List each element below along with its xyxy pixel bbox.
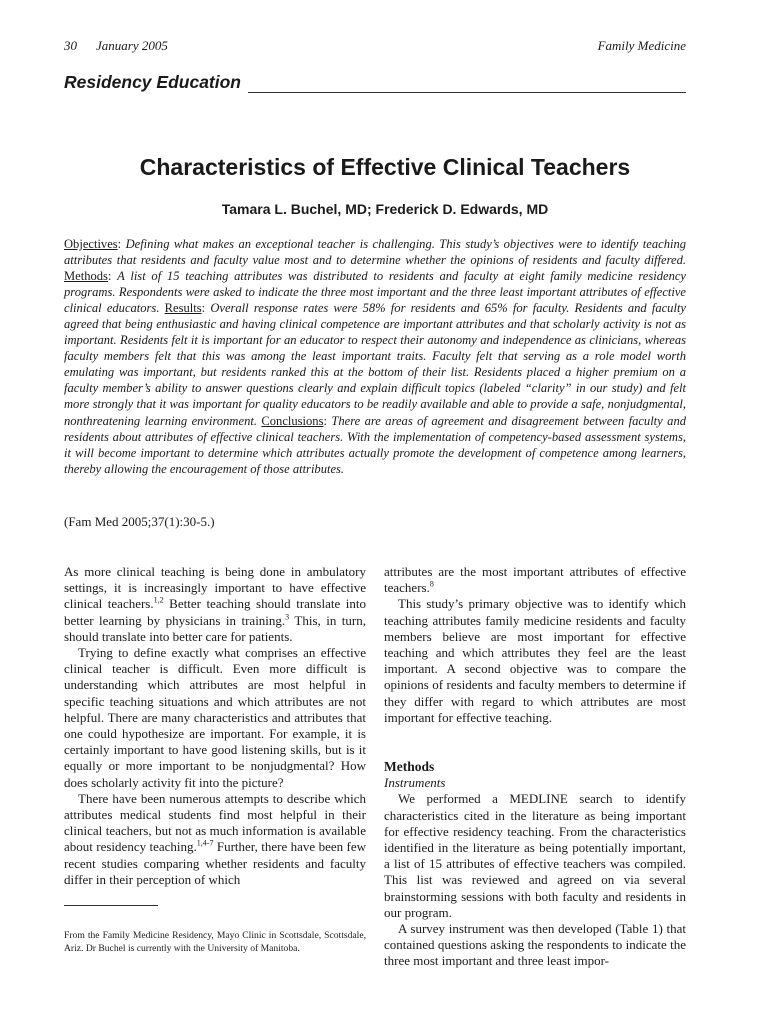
text: There have been numerous attempts to describe which attributes medical students find most helpful in their clinical teachers, but not as much information is available about residency teaching.	[64, 790, 366, 855]
paragraph: Trying to define exactly what comprises an effective clinical teacher is difficult. Even more difficult is understanding which attributes are most helpful in specific teaching situations and which attributes are not helpful. There are many characteristics and attributes that one could hypothesize are important. For example, it is certainly important to have good listening skills, but is it equally or more important to be nonjudgmental? How does scholarly activity fit into the picture?	[64, 645, 366, 790]
objectives-label: Objectives	[64, 237, 118, 251]
paragraph	[64, 791, 366, 888]
reference: 1,4-7	[196, 839, 214, 849]
paragraph: We performed a MEDLINE search to identify characteristics cited in the literature as being important for effective residency teaching. From the characteristics identified in the literature as being potentially important, a list of 15 attributes of effective teachers was compiled. This list was reviewed and agreed on via several brainstorming sessions with both faculty and residents in our program.	[384, 791, 686, 920]
text: Further, there have been few recent studies comparing whether residents and faculty differ in their perception of which	[64, 839, 366, 887]
abstract: Objectives: Defining what makes an exceptional teacher is challenging. This study’s objectives were to identify teaching attributes that residents and faculty value most and to determine whether the opinions of residents and faculty differed. Methods: A list of 15 teaching attributes was distributed to residents and faculty at eight family medicine residency programs. Respondents were asked to indicate the three most important and the three least important attributes of effective clinical educators. Results: Overall response rates were 58% for residents and 65% for faculty. Residents and faculty agreed that being enthusiastic and having clinical competence are important attributes and that scholarly activity is not as important. Residents felt it is important for an educator to respect their autonomy and independence as clinicians, whereas faculty members felt that this was among the least important traits. Faculty felt that serving as a role model worth emulating was important, but residents ranked this at the bottom of their list. Residents placed a higher premium on a faculty member’s ability to answer questions clearly and explain difficult topics (labeled “clarity” in our study) and felt more strongly that it was important for quality educators to be readily available and able to provide a safe, nonjudgmental, nonthreatening learning environment. Conclusions: There are areas of agreement and disagreement between faculty and residents about attributes of effective clinical teachers. With the implementation of competency-based assessment systems, it will become important to determine which attributes actually promote the development of competence among learners, thereby allowing the encouragement of those attributes.	[64, 237, 687, 476]
paragraph	[64, 564, 366, 645]
methods-text: A list of 15 teaching attributes was distributed to residents and faculty at eight family medicine residency programs. Respondents were asked to indicate the three most important and the three least important attributes of effective clinical educators.	[64, 269, 686, 316]
section-rule	[248, 92, 686, 93]
conclusions-text: There are areas of agreement and disagreement between faculty and residents about attributes of effective clinical teachers. With the implementation of competency-based assessment systems, it will become important to determine which attributes actually promote the development of competence among learners, thereby allowing the encouragement of those attributes.	[64, 413, 686, 476]
paragraph	[384, 564, 686, 596]
body-column-right	[384, 564, 686, 970]
objectives-text: Defining what makes an exceptional teacher is challenging. This study’s objectives were to identify teaching attributes that residents and faculty value most and to determine whether the opinions of residents and faculty differed.	[64, 237, 686, 268]
footnote: From the Family Medicine Residency, Mayo Clinic in Scottsdale, Scottsdale, Ariz. Dr Buchel is currently with the University of Manitoba.	[64, 930, 366, 954]
section-title: Residency Education	[64, 72, 241, 92]
paragraph: This study’s primary objective was to identify which teaching attributes family medicine residents and faculty members believe are most important for effective teaching and which attributes they feel are the least important. A second objective was to compare the opinions of residents and faculty members to determine if they differ with regard to which attributes are most important for effective teaching.	[384, 596, 686, 725]
reference: 3	[285, 612, 290, 622]
text: Better teaching should translate into better learning by physicians in training.	[64, 596, 366, 628]
body-column-left	[64, 564, 366, 888]
results-text: Overall response rates were 58% for residents and 65% for faculty. Residents and faculty agreed that being enthusiastic and having clinical competence are important attributes and that scholarly activity is not as important. Residents felt it is important for an educator to respect their autonomy and independence as clinicians, whereas faculty members felt that this was among the least important traits. Faculty felt that serving as a role model worth emulating was important, but residents ranked this at the bottom of their list. Residents placed a higher premium on a faculty member’s ability to answer questions clearly and explain difficult topics (labeled “clarity” in our study) and felt more strongly that it was important for quality educators to be readily available and able to provide a safe, nonjudgmental, nonthreatening learning environment.	[64, 301, 687, 428]
citation: (Fam Med 2005;37(1):30-5.)	[64, 514, 215, 529]
results-label: Results	[164, 301, 202, 316]
article-title: Characteristics of Effective Clinical Teachers	[139, 154, 631, 180]
text: attributes are the most important attributes of effective teachers.	[384, 564, 686, 596]
methods-label: Methods	[64, 269, 108, 284]
issue-date: January 2005	[96, 38, 168, 53]
methods-heading: Methods	[384, 759, 435, 775]
reference: 8	[429, 579, 434, 589]
article-authors: Tamara L. Buchel, MD; Frederick D. Edwards, MD	[221, 201, 549, 217]
text: This, in turn, should translate into better care for patients.	[64, 612, 366, 644]
journal-name: Family Medicine	[597, 38, 686, 53]
page-number: 30	[64, 38, 77, 53]
instruments-subheading: Instruments	[384, 775, 446, 791]
conclusions-label: Conclusions	[261, 413, 324, 428]
reference: 1,2	[153, 596, 164, 606]
text: As more clinical teaching is being done in ambulatory settings, it is increasingly important to have effective clinical teachers.	[64, 564, 366, 612]
paragraph: A survey instrument was then developed (Table 1) that contained questions asking the respondents to indicate the three most important and three least impor-	[384, 921, 686, 969]
footnote-rule	[64, 905, 158, 906]
